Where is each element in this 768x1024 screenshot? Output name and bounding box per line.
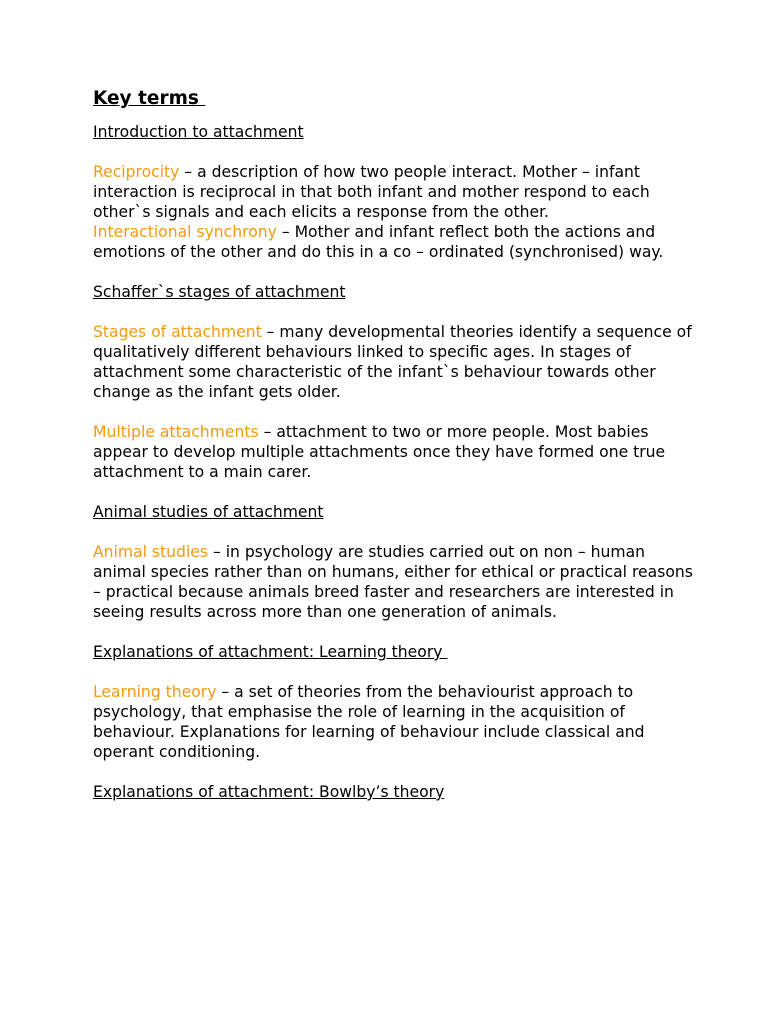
term-learning-theory: Learning theory <box>93 683 217 701</box>
definition-entry-learning-theory <box>93 682 693 762</box>
term-stages-of-attachment: Stages of attachment <box>93 323 262 341</box>
section-heading-animal-studies: Animal studies of attachment <box>93 503 324 521</box>
section-heading-learning-theory: Explanations of attachment: Learning theory <box>93 643 448 661</box>
definition-entry-interactional-synchrony <box>93 222 693 262</box>
term-multiple-attachments: Multiple attachments <box>93 423 259 441</box>
definition-entry-animal-studies <box>93 542 693 622</box>
term-interactional-synchrony: Interactional synchrony <box>93 223 277 241</box>
definition-text: – in psychology are studies carried out on non – human animal species rather than on humans, either for ethical or practical reasons – practical because animals breed faster and researchers are interested in seeing results across more than one generation of animals. <box>93 543 693 621</box>
definition-text: – a description of how two people interact. Mother – infant interaction is reciprocal in that both infant and mother respond to each other`s signals and each elicits a response from the other. <box>93 163 650 221</box>
section-heading-introduction: Introduction to attachment <box>93 123 304 141</box>
page-title: Key terms <box>93 88 206 109</box>
definition-text: – Mother and infant reflect both the actions and emotions of the other and do this in a co – ordinated (synchronised) way. <box>93 223 664 261</box>
term-animal-studies: Animal studies <box>93 543 208 561</box>
section-heading-bowlby-theory: Explanations of attachment: Bowlby’s theory <box>93 783 445 801</box>
definition-entry-multiple-attachments <box>93 422 693 482</box>
definition-entry-stages-of-attachment <box>93 322 693 402</box>
definition-text: – a set of theories from the behaviourist approach to psychology, that emphasise the role of learning in the acquisition of behaviour. Explanations for learning of behaviour include classical and operant conditioning. <box>93 683 645 761</box>
definition-entry-reciprocity <box>93 162 693 222</box>
definition-text: – attachment to two or more people. Most babies appear to develop multiple attachments once they have formed one true attachment to a main carer. <box>93 423 666 481</box>
definition-text: – many developmental theories identify a sequence of qualitatively different behaviours linked to specific ages. In stages of attachment some characteristic of the infant`s behaviour towards other change as the infant gets older. <box>93 323 692 401</box>
term-reciprocity: Reciprocity <box>93 163 180 181</box>
section-heading-schaffer-stages: Schaffer`s stages of attachment <box>93 283 346 301</box>
document-page <box>93 86 693 822</box>
